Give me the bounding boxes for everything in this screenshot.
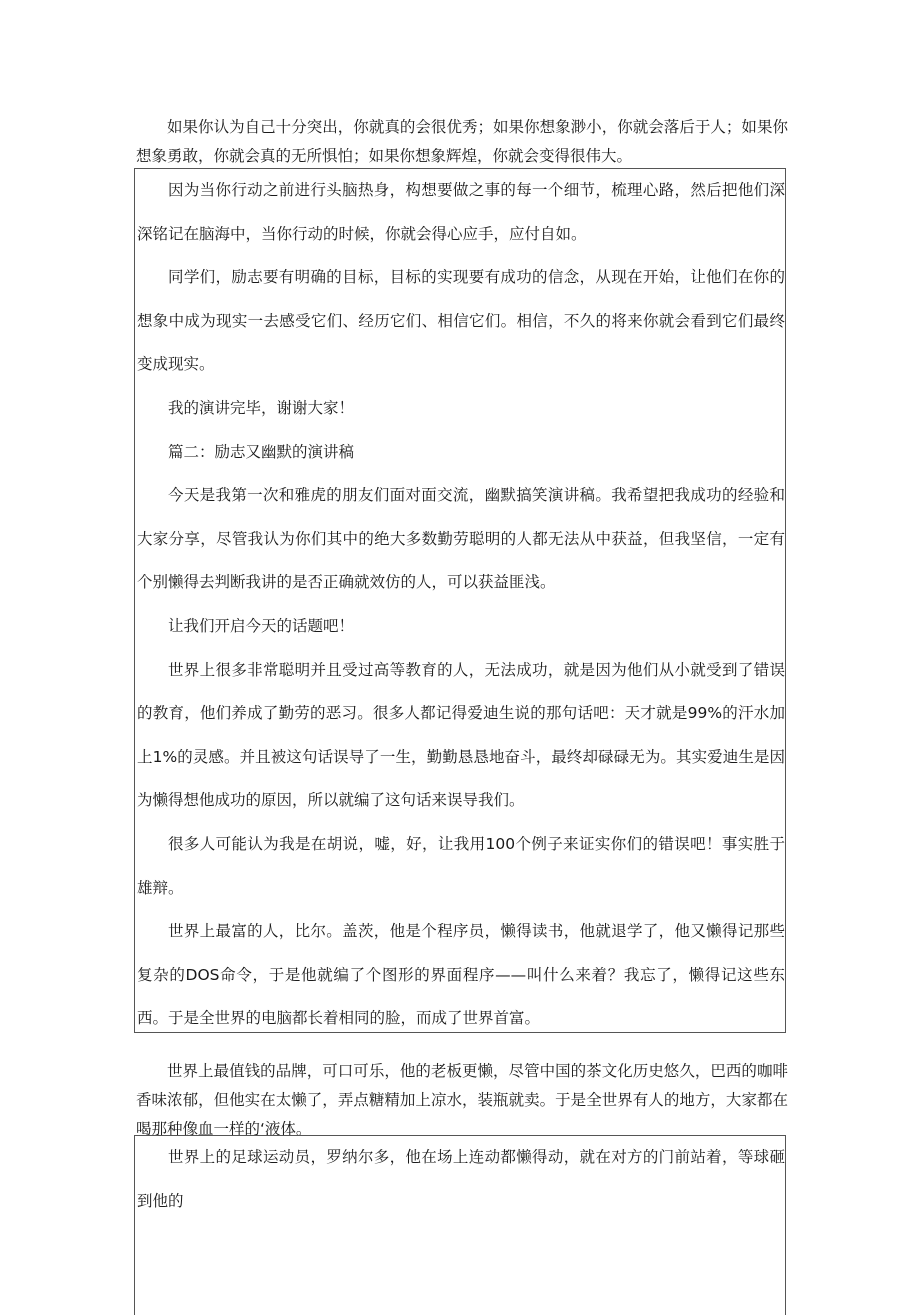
paragraph: 我的演讲完毕，谢谢大家！ xyxy=(168,398,355,417)
section-heading: 篇二：励志又幽默的演讲稿 xyxy=(168,442,355,461)
bordered-text-block-2 xyxy=(134,1135,786,1315)
intro-paragraph: 如果你认为自己十分突出，你就真的会很优秀；如果你想象渺小，你就会落后于人；如果你想象勇敢，你就会真的无所惧怕；如果你想象辉煌，你就会变得很伟大。 xyxy=(136,118,788,165)
paragraph: 同学们，励志要有明确的目标，目标的实现要有成功的信念，从现在开始，让他们在你的想象中成为现实一去感受它们、经历它们、相信它们。相信，不久的将来你就会看到它们最终变成现实。 xyxy=(137,268,785,374)
paragraph: 今天是我第一次和雅虎的朋友们面对面交流，幽默搞笑演讲稿。我希望把我成功的经验和大家分享，尽管我认为你们其中的绝大多数勤劳聪明的人都无法从中获益，但我坚信，一定有个别懒得去判断我讲的是否正确就效仿的人，可以获益匪浅。 xyxy=(137,486,785,592)
paragraph: 世界上的足球运动员，罗纳尔多，他在场上连动都懒得动，就在对方的门前站着，等球砸到他的 xyxy=(137,1148,785,1210)
paragraph: 让我们开启今天的话题吧！ xyxy=(168,616,355,635)
brand-paragraph: 世界上最值钱的品牌，可口可乐，他的老板更懒，尽管中国的茶文化历史悠久，巴西的咖啡香味浓郁，但他实在太懒了，弄点糖精加上凉水，装瓶就卖。于是全世界有人的地方，大家都在喝那种像血一样的‘液体。 xyxy=(136,1062,788,1138)
paragraph: 因为当你行动之前进行头脑热身，构想要做之事的每一个细节，梳理心路，然后把他们深深铭记在脑海中，当你行动的时候，你就会得心应手，应付自如。 xyxy=(137,181,785,243)
bordered-text-block-1 xyxy=(134,168,786,1033)
paragraph: 世界上最富的人，比尔。盖茨，他是个程序员，懒得读书，他就退学了，他又懒得记那些复杂的DOS命令，于是他就编了个图形的界面程序——叫什么来着？我忘了，懒得记这些东西。于是全世界的电脑都长着相同的脸，而成了世界首富。 xyxy=(137,922,785,1028)
paragraph: 很多人可能认为我是在胡说，嘘，好，让我用100个例子来证实你们的错误吧！事实胜于雄辩。 xyxy=(137,834,785,897)
paragraph: 世界上很多非常聪明并且受过高等教育的人，无法成功，就是因为他们从小就受到了错误的教育，他们养成了勤劳的恶习。很多人都记得爱迪生说的那句话吧：天才就是99%的汗水加上1%的灵感。并且被这句话误导了一生，勤勤恳恳地奋斗，最终却碌碌无为。其实爱迪生是因为懒得想他成功的原因，所以就编了这句话来误导我们。 xyxy=(137,660,785,810)
